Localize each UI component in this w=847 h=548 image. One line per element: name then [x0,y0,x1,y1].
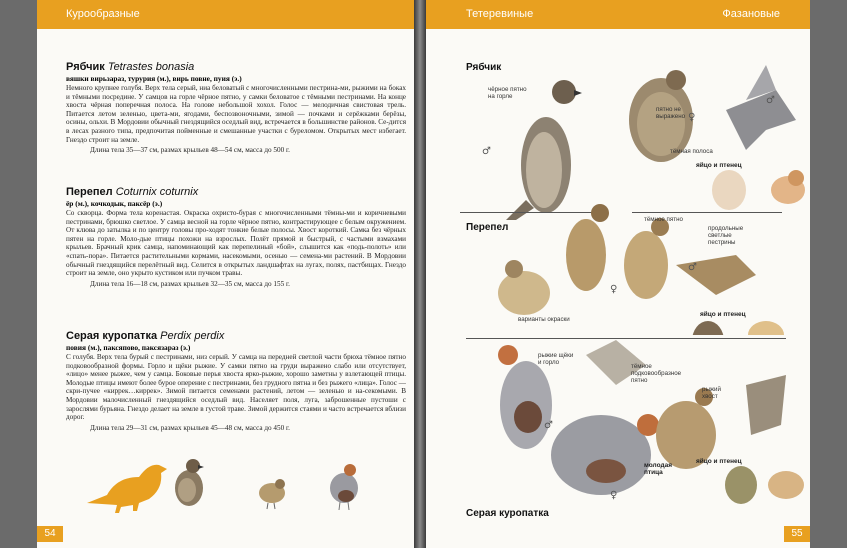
entry-size: Длина тела 29—31 см, размах крыльев 45—48 см, масса до 450 г. [90,423,290,432]
entry-title: Рябчик Tetrastes bonasia [66,61,195,73]
label-black-throat: чёрное пятно на горле [488,86,527,100]
entry-title: Серая куропатка Perdix perdix [66,330,225,342]
right-header-band [426,0,810,29]
entry-size: Длина тела 16—18 см, размах крыльев 32—35 см, масса до 155 г. [90,279,290,288]
right-header-right: Фазановые [722,8,780,20]
left-header-title: Курообразные [66,8,140,20]
left-header-band [37,0,414,29]
right-page [426,0,810,548]
page-number-left: 54 [37,526,63,542]
male-symbol-icon: ♂ [766,95,775,106]
male-symbol-icon: ♂ [688,262,697,273]
male-symbol-icon: ♂ [482,146,491,157]
species-title-hazel: Рябчик [466,62,502,73]
label-red-tail: рыжий хвост [702,386,721,400]
label-red-cheeks: рыжие щёки и горло [538,352,574,366]
label-egg-chick-2: яйцо и птенец [700,311,746,318]
female-symbol-icon: ♀ [688,112,696,123]
local-names: повия (м.), пaксяпово, паксязараз (э.) [66,343,191,352]
label-light-stripes: продольные светлые пестрины [708,225,744,246]
page-number-right: 55 [784,526,810,542]
label-egg-chick-3: яйцо и птенец [696,458,742,465]
label-horseshoe: тёмное подковообразное пятно [631,363,682,384]
label-color-variants: варианты окраски [518,316,570,323]
quail-illustration-icon [252,473,292,511]
entry-title: Перепел Coturnix coturnix [66,186,199,198]
left-page [37,0,414,548]
label-no-spot: пятно не выражено [656,106,686,120]
entry-quail [66,186,406,288]
book-spine [414,0,426,548]
local-names: ёр (м.), кочкодык, паксёр (э.) [66,199,163,208]
right-header-left: Тетеревиные [466,8,534,20]
entry-grey-partridge [66,330,406,432]
male-symbol-icon: ♂ [544,420,553,431]
local-names: вяшки вирьзараз, турурия (м.), вирь повне, пуия (э.) [66,74,242,83]
entry-size: Длина тела 35—37 см, размах крыльев 48—54 см, масса до 500 г. [90,146,290,155]
bird-size-silhouette-icon [77,455,177,515]
entry-hazel-grouse [66,61,406,154]
entry-text: Со скворца. Форма тела коренастая. Окраска охристо-бурая с многочисленными тёмны-ми и коричневыми пестринами, брюшко светлое. У самца весной на горле чёрное пятно, контрастирующее с белым окружением. От клюва до затылка и по центру головы про-ходят тонкие белые полосы. Хвост короткий. Самка без чёрных пятен на горле. Моло-дые птицы похожи на взрослых. Полёт прямой и быстрый, с частыми взмахами крыльев. Брачный крик самца, напоминающий как перепелиный «бой», слышится как «подь-полоть» или «спать-пора». Питается растительными кормами, насекомыми, осенью — семена-ми растений. В Мордовии обычный гнездящийся перелётный вид. Селится в открытых ландшафтах на лугах, полях, пастбищах. Гнездо строит на земле, оно укрыто кустиком или пучком травы. [66,209,406,278]
entry-text: С голубя. Верх тела бурый с пестринами, низ серый. У самца на передней светлой части брюха тёмное пятно подковообразной формы. Горло и щёки рыжие. У самки пятно на груди выражено слабо или отсутствует, «лицо» менее рыжее, чем у самца. Боковые перья хвоста ярко-рыжие, хорошо заметны у взлетающей птицы. Молодые птицы имеют более бурое оперение с пестринами, без грудного пятна и без рыжего «лица». Голос — скри-пучее «киррек…киррек». Зимой питается семенами растений, летом — зеленью и на-секомыми. В Мордовии малочисленный гнездящийся оседлый вид. Населяет поля, луга, заброшенные пустоши с зарослями бурьяна. Гнездо делает на земле в густой траве. Зимой держится стаями и часто встречается вблизи дорог. [66,353,406,422]
entry-text: Немного крупнее голубя. Верх тела серый, ниa беловатый с многочисленными пестрина-ми, рыжими на боках и тёмными посредине. У самцов на горле чёрное пятно, у самки беловатое с тёмными пестринами. На конце хвоста чёрная поперечная полоса. На голове небольшой хохол. Голос — мелодичная свистовая трель. Питается летом зеленью, цвета-ми, ягодами, беспозвоночными, зимой — почками и серёжками берёзы, осины, ольхи. В Мордовии обычный гнездящийся оседлый вид, встречается в большинстве районов. Се-дится в лесах разного типа, предпочитая пойменные и смешанные участки с буреломом. Открытых мест избегает. Гнездо строит на земле. [66,84,406,144]
label-dark-band: тёмная полоса [670,148,713,155]
hazel-grouse-illustration-icon [165,452,213,514]
species-title-quail: Перепел [466,222,509,233]
label-young-bird: молодая птица [644,462,672,476]
species-title-partridge: Серая куропатка [466,508,549,519]
female-symbol-icon: ♀ [610,490,618,501]
label-egg-chick-1: яйцо и птенец [696,162,742,169]
partridge-illustration-icon [322,458,367,514]
female-symbol-icon: ♀ [610,284,618,295]
partridge-plate [486,335,806,515]
label-dark-spot: тёмное пятно [644,216,683,223]
